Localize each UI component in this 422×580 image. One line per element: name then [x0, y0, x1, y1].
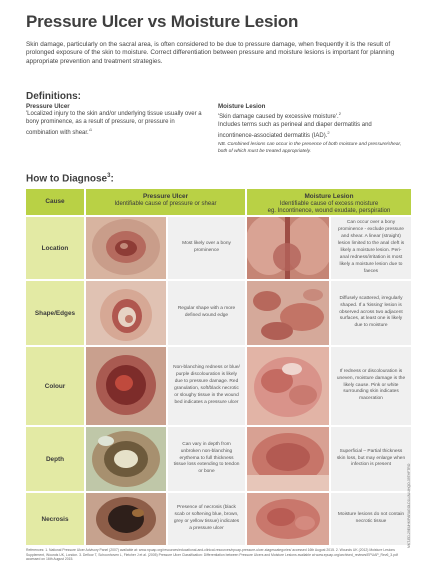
- page-title: Pressure Ulcer vs Moisture Lesion: [26, 12, 299, 31]
- moisture-necrosis-text: Moisture lesions do not contain necrotic tissue: [331, 493, 411, 545]
- table-row-location: [26, 217, 411, 279]
- table-row-depth: [26, 427, 411, 491]
- pressure-ulcer-def-label: Pressure Ulcer: [26, 103, 70, 110]
- moisture-location-photo: [247, 217, 329, 279]
- pressure-location-text: Most likely over a bony prominence: [168, 217, 245, 279]
- pressure-necrosis-photo: [86, 493, 166, 545]
- table-row-colour: [26, 347, 411, 425]
- moisture-lesion-def-text2: Includes terms such as perineal and diaper dermatitis and incontinence-associated dermatitis (IAD).$^2$: [218, 121, 372, 139]
- row-label-shape-edges: Shape/Edges: [26, 281, 84, 345]
- moisture-depth-photo: [247, 427, 329, 491]
- cause-header: Cause: [26, 189, 84, 215]
- definitions-heading: Definitions:: [26, 91, 81, 102]
- moisture-lesion-header: Moisture Lesion Identifiable cause of excess moisture eg. Incontinence, wound exudate, perspiration: [247, 189, 411, 215]
- row-label-location: Location: [26, 217, 84, 279]
- moisture-location-text: Can occur over a bony prominence - exclude pressure and shear. A linear (straight) lesion limited to the anal cleft is likely a moisture lesion. Peri-anal redness/irritation is most likely a moisture lesion due to faeces: [331, 217, 411, 279]
- moisture-lesion-def-label: Moisture Lesion: [218, 103, 266, 110]
- pressure-colour-text: Non-blanching redness or blue/ purple discolouration is likely due to pressure damage. Red granulation, soft/black necrotic or sloughy tissue in the wound bed indicates a pressure ulcer: [168, 347, 245, 425]
- moisture-colour-photo: [247, 347, 329, 425]
- pressure-depth-text: Can vary in depth from unbroken non-blanching erythema to full thickness tissue loss extending to tendon or bone: [168, 427, 245, 491]
- pressure-location-photo: [86, 217, 166, 279]
- row-label-necrosis: Necrosis: [26, 493, 84, 545]
- document-code: MKT-ED-29EUHK/PARAGOLD1L/ALUHQO-39THFTRO: [407, 463, 411, 548]
- moisture-depth-text: Superficial – Partial thickness skin loss, but may enlarge when infection is present: [331, 427, 411, 491]
- moisture-colour-text: If redness or discolouration is uneven, moisture damage is the likely cause. Pink or white surrounding skin indicates maceration: [331, 347, 411, 425]
- references: References: 1. National Pressure Ulcer Advisory Panel (2007) available at: www.npuap.org/resources/educational-and-clinical-resources/npuap-pressure-ulcer-stagescategories/ accessed 16th August 2015. 2. Wounds UK (2012) Moisture Lesions Supplement, Wounds UK, London. 3. Defloor T, Schoonhoven L, Fletcher J et al. (2005) Pressure Ulcer Classification: Differentiation between Pressure Ulcers and Moisture Lesions available at www.epuap.org/archived_reviews/EPUAP_Rev6_3.pdf accessed on 16th August 2015.: [26, 548, 398, 562]
- table-row-shape-edges: [26, 281, 411, 345]
- pressure-necrosis-text: Presence of necrosis (black scab or softening blue, brown, grey or yellow tissue) indicates a pressure ulcer: [168, 493, 245, 545]
- row-label-depth: Depth: [26, 427, 84, 491]
- moisture-lesion-def-text: 'Skin damage caused by excessive moisture'.$^2$: [218, 111, 341, 121]
- pressure-shape-photo: [86, 281, 166, 345]
- row-label-colour: Colour: [26, 347, 84, 425]
- moisture-shape-photo: [247, 281, 329, 345]
- pressure-depth-photo: [86, 427, 166, 491]
- pressure-shape-text: Regular shape with a more defined wound edge: [168, 281, 245, 345]
- pressure-ulcer-def-text: 'Localized injury to the skin and/or underlying tissue usually over a bony prominence, as a result of pressure, or pressure in combination with $shear.'^1$: [26, 111, 202, 136]
- table-row-necrosis: [26, 493, 411, 545]
- intro-paragraph: Skin damage, particularly on the sacral area, is often considered to be due to pressure damage, when frequently it is the result of prolonged exposure of the skin to moisture. Correct differentiation between pressure and moisture lesions is important for planning appropriate prevention and treatment strategies.: [26, 41, 395, 65]
- moisture-necrosis-photo: [247, 493, 329, 545]
- pressure-ulcer-definition: [26, 103, 206, 137]
- pressure-ulcer-header: Pressure Ulcer Identifiable cause of pressure or shear: [86, 189, 245, 215]
- pressure-colour-photo: [86, 347, 166, 425]
- moisture-shape-text: Diffusely scattered, irregularly shaped. If a 'kissing' lesion is observed across two adjacent surfaces, at least one is likely due to moisture: [331, 281, 411, 345]
- combined-lesion-note: NB. Combined lesions can occur in the presence of both moisture and pressure/shear, both of which must be treated appropriately.: [218, 142, 402, 154]
- moisture-lesion-definition: [218, 103, 408, 155]
- how-to-diagnose-heading: How to Diagnose$^3$:: [26, 173, 114, 185]
